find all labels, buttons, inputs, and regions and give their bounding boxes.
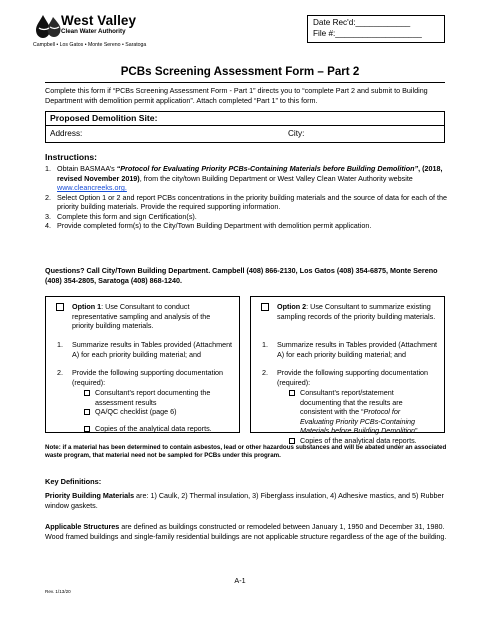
step-text: Provide the following supporting documentation (required): [277,368,429,387]
instruction-text: Select Option 1 or 2 and report PCBs concentrations in the priority building materials and the source of data for each of the priority building materials. Provide the required supporting information. [57,192,447,211]
priority-materials-definition [45,491,449,511]
option-2-text: : Use Consultant to summarize existing sampling records of the priority building materials. [277,302,436,321]
title-rule [45,82,445,83]
instruction-number: 1. [45,164,51,173]
file-number-field[interactable]: File #:___________________ [313,28,422,38]
option-2-step [262,340,442,359]
protocol-date: , (2018, revised November 2019) [57,164,443,183]
revision-date: Rev. 1/13/20 [45,589,71,594]
option-1-check-item [84,407,234,417]
instruction-text: Provide completed form(s) to the City/Town Building Department with demolition permit application. [57,221,372,230]
protocol-title: “Protocol for Evaluating Priority PCBs-Containing Materials before Building Demolition” [116,164,419,173]
step-number: 2. [262,368,268,377]
instructions-heading: Instructions: [45,152,98,162]
date-received-field[interactable]: Date Rec'd:____________ [313,18,411,27]
consultant-report-checkbox[interactable] [84,390,90,396]
city-field[interactable]: City: [288,129,305,138]
protocol-title: Protocol for Evaluating Priority PCBs-Containing Materials before Building Demolition [300,407,416,435]
instruction-text: Obtain BASMAA’s [57,164,117,173]
option-2-checkbox[interactable] [261,303,269,311]
definition-text: are: 1) Caulk, 2) Thermal insulation, 3) Fiberglass insulation, 4) Adhesive mastics, and 5) Rubber window gaskets. [45,491,444,511]
step-text: Summarize results in Tables provided (Attachment A) for each priority building material; and [72,340,233,359]
option-1-label: Option 1 [72,302,102,311]
water-drop-logo-icon [33,13,63,41]
address-field[interactable]: Address: [50,129,83,138]
check-label: Consultant’s report documenting the assessment results [95,388,211,407]
option-1-box [45,296,240,433]
instruction-item [45,164,449,193]
option-2-step [262,368,442,387]
option-1-description [72,302,232,331]
step-number: 1. [262,340,268,349]
instruction-item [45,221,449,231]
term: Applicable Structures [45,522,120,531]
instructions-list [45,164,449,231]
logo-name: West Valley [61,13,137,28]
instruction-text: , from the city/town Building Department or West Valley Clean Water Authority website [139,173,413,183]
step-text: Summarize results in Tables provided (Attachment A) for each priority building material; and [277,340,438,359]
check-label: Consultant’s report/statement documenting that the results are consistent with the “ [300,388,403,416]
check-label: ”. [415,426,420,435]
consultant-statement-checkbox[interactable] [289,390,295,396]
hazardous-material-note: Note: if a material has been determined to contain asbestos, lead or other hazardous substances and will be abated under an associated waste program, that material need not be sampled for PCBs under this program. [45,444,447,460]
option-2-label: Option 2 [277,302,307,311]
option-2-check-item [289,388,429,436]
key-definitions-heading: Key Definitions: [45,477,102,486]
option-1-text: : Use Consultant to conduct representative sampling and analysis of the priority building materials. [72,302,211,330]
option-1-step [57,340,237,359]
instruction-number: 3. [45,211,51,221]
logo-cities: Campbell • Los Gatos • Monte Sereno • Saratoga [33,42,147,48]
option-1-checkbox[interactable] [56,303,64,311]
instruction-number: 2. [45,192,51,202]
instruction-text: Complete this form and sign Certification(s). [57,211,197,221]
option-1-check-item [84,424,234,434]
check-label: Copies of the analytical data reports. [300,436,417,445]
page-title: PCBs Screening Assessment Form – Part 2 [120,65,360,78]
cleancreeks-link[interactable]: www.cleancreeks.org. [57,183,127,192]
step-number: 1. [57,340,63,349]
logo-subtitle: Clean Water Authority [61,28,126,35]
intro-text: Complete this form if “PCBs Screening Assessment Form - Part 1” directs you to “complete Part 2 and submit to Building Department with demolition permit application”. Attach completed “Part 1” to this form. [45,86,428,105]
date-received-box [307,15,445,43]
instruction-item [45,193,449,212]
option-1-step [57,368,237,387]
check-label: QA/QC checklist (page 6) [95,407,177,416]
logo [33,13,203,53]
step-number: 2. [57,368,63,377]
page-number: A-1 [234,576,246,585]
site-header: Proposed Demolition Site: [46,112,444,126]
definition-text: are defined as buildings constructed or remodeled between January 1, 1950 and December 31, 1980. Wood framed buildings and single-family residential buildings are not applicable structure regardless of the age of the building. [45,522,447,542]
step-text: Provide the following supporting documentation (required): [72,368,224,387]
option-2-box [250,296,445,445]
demolition-site-table [45,111,445,143]
analytical-reports-checkbox[interactable] [84,426,90,432]
term: Priority Building Materials [45,491,135,500]
qaqc-checkbox[interactable] [84,409,90,415]
check-label: Copies of the analytical data reports. [95,424,212,433]
instruction-item [45,212,449,222]
option-1-check-item [84,388,234,407]
instruction-number: 4. [45,221,51,230]
contact-questions: Questions? Call City/Town Building Department. Campbell (408) 866-2130, Los Gatos (408) 354-6875, Monte Sereno (408) 354-2805, Saratoga (408) 868-1240. [45,266,438,285]
applicable-structures-definition [45,522,449,542]
option-2-description [277,302,437,321]
